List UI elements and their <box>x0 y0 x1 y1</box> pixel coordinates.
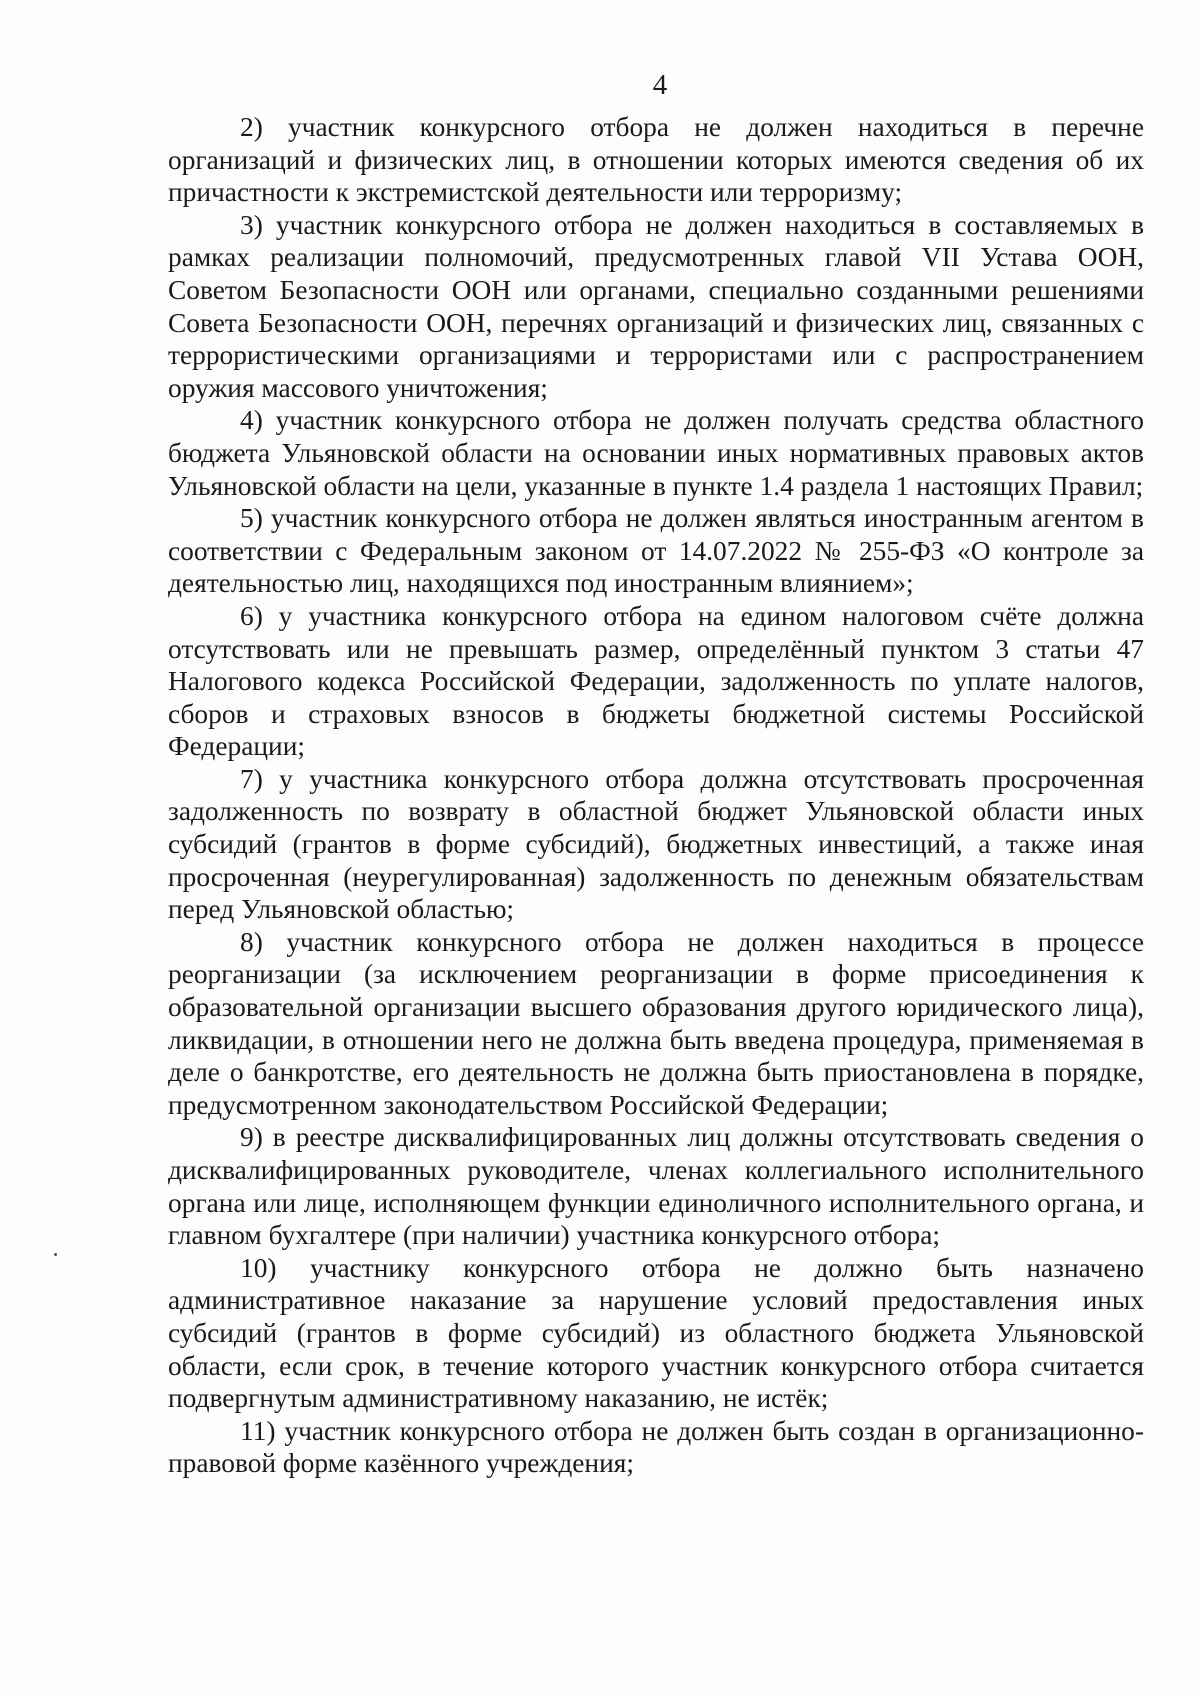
document-body <box>168 111 1144 1480</box>
list-item-4: 4) участник конкурсного отбора не должен получать средства областного бюджета Ульяновской области на основании иных нормативных правовых актов Ульяновской области на цели, указанные в пункте 1.4 раздела 1 настоящих Правил; <box>168 405 1144 501</box>
page-number: 4 <box>652 69 668 101</box>
list-item-10: 10) участнику конкурсного отбора не должно быть назначено административное наказание за нарушение условий предоставления иных субсидий (грантов в форме субсидий) из областного бюджета Ульяновской области, если срок, в течение которого участник конкурсного отбора считается подвергнутым административному наказанию, не истёк; <box>168 1252 1144 1414</box>
list-item-8: 8) участник конкурсного отбора не должен находиться в процессе реорганизации (за исключением реорганизации в форме присоединения к образовательной организации высшего образования другого юридического лица), ликвидации, в отношении него не должна быть введена процедура, применяемая в деле о банкротстве, его деятельность не должна быть приостановлена в порядке, предусмотренном законодательством Российской Федерации; <box>168 926 1144 1120</box>
list-item-9: 9) в реестре дисквалифицированных лиц должны отсутствовать сведения о дисквалифицированных руководителе, членах коллегиального исполнительного органа или лице, исполняющем функции единоличного исполнительного органа, и главном бухгалтере (при наличии) участника конкурсного отбора; <box>168 1122 1144 1251</box>
list-item-6: 6) у участника конкурсного отбора на едином налоговом счёте должна отсутствовать или не превышать размер, определённый пунктом 3 статьи 47 Налогового кодекса Российской Федерации, задолженность по уплате налогов, сборов и страховых взносов в бюджеты бюджетной системы Российской Федерации; <box>168 600 1144 762</box>
list-item-2: 2) участник конкурсного отбора не должен находиться в перечне организаций и физических лиц, в отношении которых имеются сведения об их причастности к экстремистской деятельности или терроризму; <box>168 112 1144 208</box>
list-item-11: 11) участник конкурсного отбора не должен быть создан в организационно-правовой форме казённого учреждения; <box>168 1415 1144 1479</box>
list-item-3: 3) участник конкурсного отбора не должен находиться в составляемых в рамках реализации полномочий, предусмотренных главой VII Устава ООН, Советом Безопасности ООН или органами, специально созданными решениями Совета Безопасности ООН, перечнях организаций и физических лиц, связанных с террористическими организациями и террористами или с распространением оружия массового уничтожения; <box>168 209 1144 403</box>
list-item-5: 5) участник конкурсного отбора не должен являться иностранным агентом в соответствии с Федеральным законом от 14.07.2022 № 255-ФЗ «О контроле за деятельностью лиц, находящихся под иностранным влиянием»; <box>168 503 1144 599</box>
list-item-7: 7) у участника конкурсного отбора должна отсутствовать просроченная задолженность по возврату в областной бюджет Ульяновской области иных субсидий (грантов в форме субсидий), бюджетных инвестиций, а также иная просроченная (неурегулированная) задолженность по денежным обязательствам перед Ульяновской областью; <box>168 763 1144 925</box>
scan-speck <box>54 1253 57 1256</box>
